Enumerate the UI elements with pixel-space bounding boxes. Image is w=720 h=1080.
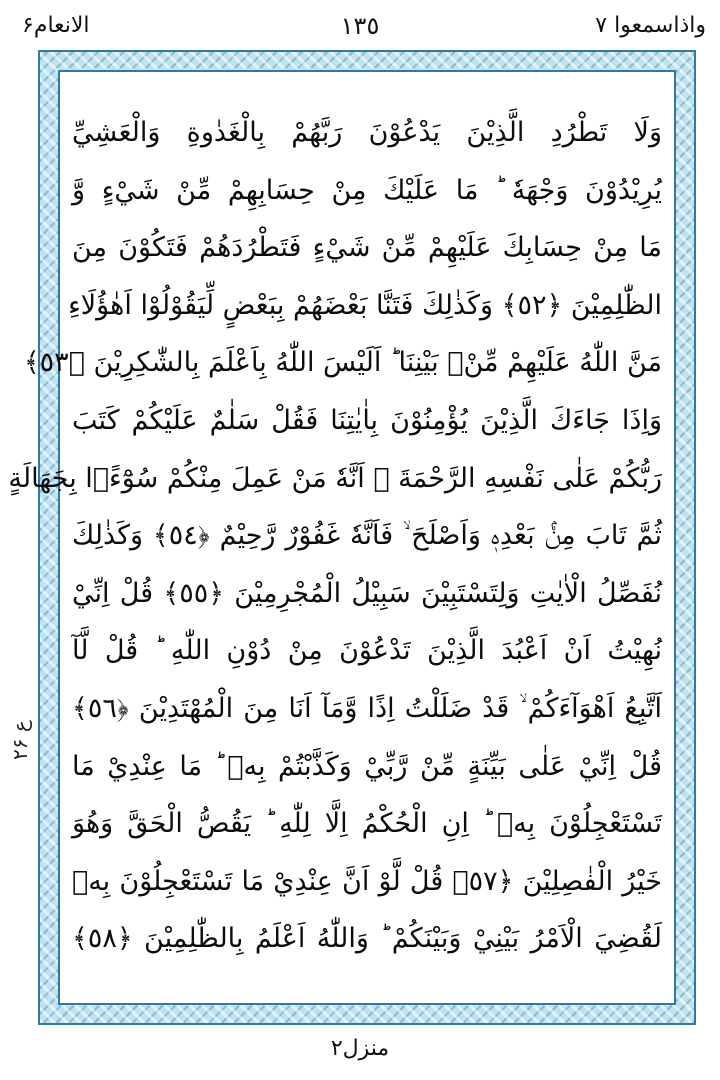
- manzil-footer: منزل۲: [330, 1036, 390, 1061]
- text-line-7: رَبُّكُمْ عَلٰى نَفْسِهِ الرَّحْمَةَ ۙ اَنَّهٗ مَنْ عَمِلَ مِنْكُمْ سُوْٓءًۢا بِجَهَالَةٍ: [8, 462, 662, 494]
- text-line-13: تَسْتَعْجِلُوْنَ بِهٖ ؕ اِنِ الْحُكْمُ اِلَّا لِلّٰهِ ؕ يَقُصُّ الْحَقَّ وَهُوَ: [72, 808, 662, 840]
- page-number: ١٣٥: [340, 12, 380, 40]
- text-line-2: يُرِيْدُوْنَ وَجْهَهٗ ؕ مَا عَلَيْكَ مِنْ حِسَابِهِمْ مِّنْ شَيْءٍ وَّ: [72, 174, 662, 206]
- text-line-6: وَاِذَا جَاءَكَ الَّذِيْنَ يُؤْمِنُوْنَ بِاٰيٰتِنَا فَقُلْ سَلٰمٌ عَلَيْكُمْ كَتَبَ: [72, 404, 662, 436]
- surah-title: الانعام۶: [22, 13, 90, 38]
- page-header: [0, 0, 720, 52]
- ruku-marker: ع ۲۶: [8, 720, 32, 760]
- text-line-14: خَيْرُ الْفٰصِلِيْنَ ﴿٥٧﴾ قُلْ لَّوْ اَنَّ عِنْدِيْ مَا تَسْتَعْجِلُوْنَ بِهٖ: [72, 865, 662, 897]
- text-line-5: مَنَّ اللّٰهُ عَلَيْهِمْ مِّنْۢ بَيْنِنَا ؕ اَلَيْسَ اللّٰهُ بِاَعْلَمَ بِالشّٰكِرِيْنَ ﴿٥٣﴾: [23, 347, 662, 379]
- text-line-1: وَلَا تَطْرُدِ الَّذِيْنَ يَدْعُوْنَ رَبَّهُمْ بِالْغَدٰوةِ وَالْعَشِيِّ: [72, 117, 662, 148]
- juz-title: واذاسمعوا ۷: [595, 13, 706, 38]
- text-line-9: نُفَصِّلُ الْاٰيٰتِ وَلِتَسْتَبِيْنَ سَبِيْلُ الْمُجْرِمِيْنَ ﴿٥٥﴾ قُلْ اِنِّيْ: [72, 577, 662, 609]
- text-line-12: قُلْ اِنِّيْ عَلٰى بَيِّنَةٍ مِّنْ رَّبِّيْ وَكَذَّبْتُمْ بِهٖ ؕ مَا عِنْدِيْ مَا: [72, 750, 662, 782]
- text-line-10: نُهِيْتُ اَنْ اَعْبُدَ الَّذِيْنَ تَدْعُوْنَ مِنْ دُوْنِ اللّٰهِ ؕ قُلْ لَّآ: [72, 635, 662, 667]
- text-line-3: مَا مِنْ حِسَابِكَ عَلَيْهِمْ مِّنْ شَيْءٍ فَتَطْرُدَهُمْ فَتَكُوْنَ مِنَ: [72, 232, 662, 264]
- text-line-11: اَتَّبِعُ اَهْوَآءَكُمْ ۙ قَدْ ضَلَلْتُ اِذًا وَّمَآ اَنَا مِنَ الْمُهْتَدِيْنَ ﴿٥٦﴾: [72, 692, 662, 724]
- text-line-15: لَقُضِيَ الْاَمْرُ بَيْنِيْ وَبَيْنَكُمْ ؕ وَاللّٰهُ اَعْلَمُ بِالظّٰلِمِيْنَ ﴿٥٨﴾: [72, 923, 662, 955]
- text-line-8: ثُمَّ تَابَ مِنْۢ بَعْدِهٖ وَاَصْلَحَ ۙ فَاَنَّهٗ غَفُوْرٌ رَّحِيْمٌ ﴿٥٤﴾ وَكَذٰلِكَ: [72, 520, 663, 552]
- text-line-4: الظّٰلِمِيْنَ ﴿٥٢﴾ وَكَذٰلِكَ فَتَنَّا بَعْضَهُمْ بِبَعْضٍ لِّيَقُوْلُوْا اَهٰؤُلَاءِ: [68, 289, 662, 321]
